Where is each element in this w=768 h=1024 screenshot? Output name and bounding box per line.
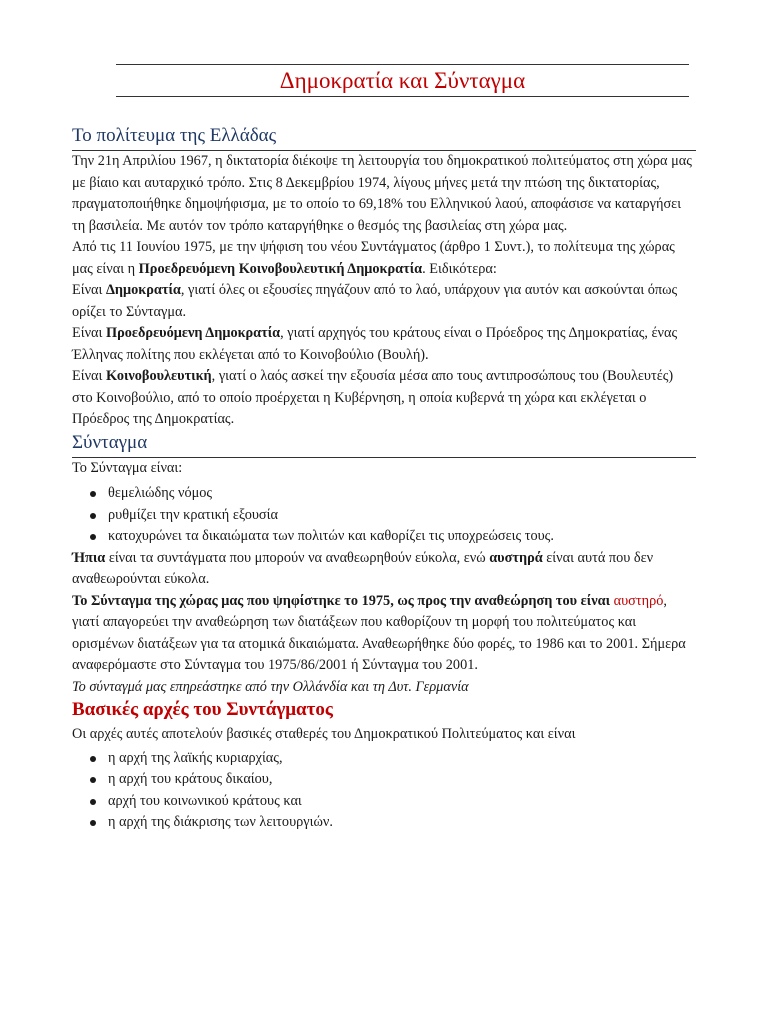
bold-term: Ήπια: [72, 549, 106, 566]
bold-term: Προεδρευόμενη Κοινοβουλευτική Δημοκρατία: [138, 260, 423, 277]
list-item: ρυθμίζει την κρατική εξουσία: [108, 505, 696, 527]
list-item: η αρχή της διάκρισης των λειτουργιών.: [108, 812, 696, 834]
paragraph: [72, 677, 696, 699]
paragraph-text: Από τις 11 Ιουνίου 1975, με την ψήφιση του νέου Συντάγματος (άρθρο 1 Συντ.), το πολίτευμα της χώρας μας είναι η: [72, 239, 675, 277]
list-item: κατοχυρώνει τα δικαιώματα των πολιτών και καθορίζει τις υποχρεώσεις τους.: [108, 526, 696, 548]
bullet-list: [72, 748, 696, 834]
paragraph-text: , γιατί όλες οι εξουσίες πηγάζουν από το λαό, υπάρχουν για αυτόν και ασκούνται όπως ορίζει το Σύνταγμα.: [72, 282, 678, 320]
italic-note: Το σύνταγμά μας επηρεάστηκε από την Ολλάνδία και τη Δυτ. Γερμανία: [72, 678, 469, 695]
section-heading-arxes: Βασικές αρχές του Συντάγματος: [72, 699, 333, 720]
paragraph-text: είναι αυτά που δεν αναθεωρούνται εύκολα.: [72, 549, 654, 587]
paragraph: [72, 548, 696, 591]
title-rule-top: [116, 64, 689, 65]
document-title: Δημοκρατία και Σύνταγμα: [279, 68, 526, 93]
list-item: θεμελιώδης νόμος: [108, 483, 696, 505]
paragraph: [72, 237, 696, 280]
paragraph: [72, 280, 696, 323]
bold-term: Κοινοβουλευτική: [105, 368, 212, 384]
bold-term: Δημοκρατία: [105, 282, 181, 298]
paragraph-text: Είναι: [72, 368, 106, 384]
red-term: αυστηρό: [613, 592, 664, 609]
list-item: η αρχή του κράτους δικαίου,: [108, 769, 696, 791]
bold-term: αυστηρά: [489, 549, 543, 566]
paragraph-text: , γιατί ο λαός ασκεί την εξουσία μέσα απο τους αντιπροσώπους του (Βουλευτές) στο Κοινοβούλιο, από το οποίο προέρχεται η Κυβέρνηση, η οποία κυβερνά τη χώρα και εκλέγεται ο Πρόεδρος της Δημοκρατίας.: [72, 368, 674, 427]
list-item: η αρχή της λαϊκής κυριαρχίας,: [108, 748, 696, 770]
paragraph: Οι αρχές αυτές αποτελούν βασικές σταθερές του Δημοκρατικού Πολιτεύματος και είναι: [72, 726, 576, 742]
section-heading-politeuma: Το πολίτευμα της Ελλάδας: [72, 124, 696, 151]
bullet-list: [72, 483, 696, 548]
paragraph-text: , γιατί αρχηγός του κράτους είναι ο Πρόεδρος της Δημοκρατίας, ένας Έλληνας πολίτης που εκλέγεται από το Κοινοβούλιο (Βουλή).: [72, 325, 678, 363]
paragraph-text: . Ειδικότερα:: [422, 260, 497, 277]
paragraph: [72, 366, 696, 431]
paragraph-text: Είναι: [72, 325, 106, 341]
bold-term: Το Σύνταγμα της χώρας μας που ψηφίστηκε το 1975, ως προς την αναθεώρηση του είναι: [72, 592, 614, 609]
section-heading-syntagma: Σύνταγμα: [72, 431, 696, 458]
bold-term: Προεδρευόμενη Δημοκρατία: [105, 325, 281, 341]
title-rule-bottom: [116, 96, 689, 97]
paragraph: [72, 151, 696, 237]
paragraph-text: , γιατί απαγορεύει την αναθεώρηση των διατάξεων που καθορίζουν τη μορφή του πολιτεύματος και ορισμένων διατάξεων για τα ατομικά δικαιώματα. Αναθεωρήθηκε δύο φορές, το 1986 και το 2001. Σήμερα αναφερόμαστε στο Σύνταγμα του 1975/86/2001 ή Σύνταγμα του 2001.: [72, 592, 686, 673]
document-body: [72, 124, 696, 834]
paragraph: Το Σύνταγμα είναι:: [72, 459, 183, 476]
paragraph-text: είναι τα συντάγματα που μπορούν να αναθεωρηθούν εύκολα, ενώ: [105, 549, 490, 566]
paragraph: [72, 591, 696, 677]
paragraph-text: Είναι: [72, 282, 106, 298]
paragraph-text: Την 21η Απριλίου 1967, η δικτατορία διέκοψε τη λειτουργία του δημοκρατικού πολιτεύματος στη χώρα μας με βίαιο και αυταρχικό τρόπο. Στις 8 Δεκεμβρίου 1974, λίγους μήνες μετά την πτώση της δικτατορίας, πραγματοποιήθηκε δημοψήφισμα, με το οποίο το 69,18% του Ελληνικού λαού, αποφάσισε να καταργήσει τη βασιλεία. Με αυτόν τον τρόπο καταργήθηκε ο θεσμός της βασιλείας στη χώρα μας.: [72, 153, 692, 234]
paragraph: [72, 323, 696, 366]
list-item: αρχή του κοινωνικού κράτους και: [108, 791, 696, 813]
